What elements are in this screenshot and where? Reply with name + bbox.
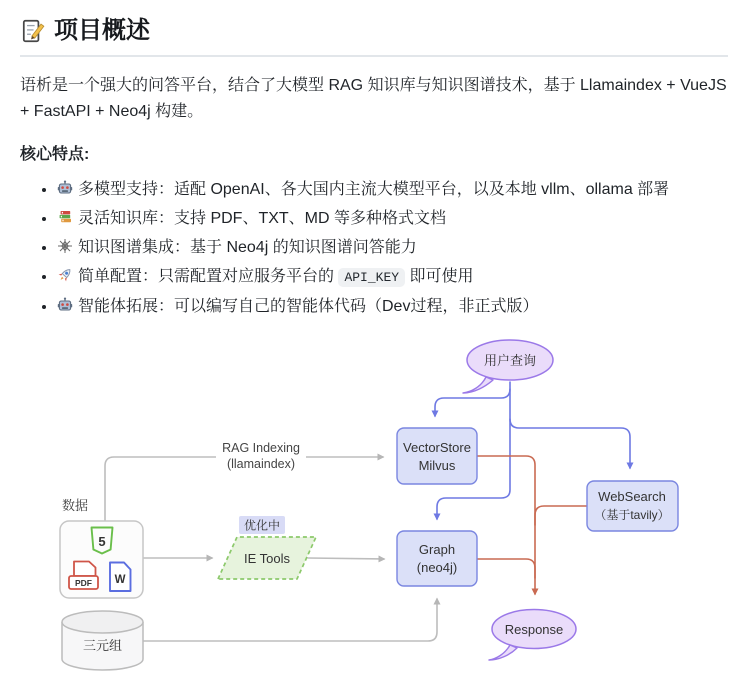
optimizing-badge (239, 516, 285, 534)
feature-text-pre: 简单配置：只需配置对应服务平台的 (78, 268, 339, 285)
node-vectorstore (397, 428, 477, 484)
feature-text: 智能体拓展：可以编写自己的智能体代码（Dev过程，非正式版） (78, 298, 539, 315)
feature-text: 灵活知识库：支持 PDF、TXT、MD 等多种格式文档 (78, 210, 446, 227)
feature-text: 多模型支持：适配 OpenAI、各大国内主流大模型平台，以及本地 vllm、ollama 部署 (78, 181, 670, 198)
feature-item-easy-config (57, 265, 728, 290)
node-ie-tools (218, 537, 316, 579)
feature-item-knowledge-base (57, 207, 728, 231)
edge-ietools-to-graph (308, 558, 384, 559)
svg-text:RAG Indexing: RAG Indexing (222, 441, 300, 455)
red-flow-edges (477, 456, 587, 594)
page-title-text: 项目概述 (54, 17, 150, 44)
feature-item-agent (57, 295, 728, 319)
svg-text:三元组: 三元组 (82, 638, 123, 653)
intro-paragraph: 语析是一个强大的问答平台，结合了大模型 RAG 知识库与知识图谱技术，基于 Llamaindex + VueJS + FastAPI + Neo4j 构建。 (20, 77, 727, 120)
node-response (489, 610, 576, 661)
node-triples (62, 611, 143, 670)
svg-text:Graph: Graph (418, 542, 456, 557)
svg-text:WebSearch: WebSearch (598, 489, 666, 504)
svg-text:Response: Response (504, 622, 564, 637)
edge-graph-to-response (477, 559, 535, 578)
edge-query-to-vectorstore (435, 389, 510, 416)
feature-item-knowledge-graph (57, 236, 728, 260)
svg-text:VectorStore: VectorStore (403, 440, 471, 455)
svg-text:PDF: PDF (75, 578, 92, 588)
page-title (20, 16, 728, 57)
svg-text:优化中: 优化中 (243, 518, 281, 533)
node-websearch (587, 481, 678, 531)
node-graph (397, 531, 477, 586)
rocket-icon (57, 267, 73, 283)
flowchart-canvas (0, 331, 749, 693)
svg-text:用户查询: 用户查询 (483, 353, 537, 368)
edge-vectorstore-to-response (477, 456, 535, 594)
edge-websearch-to-response (535, 506, 587, 525)
svg-text:(neo4j): (neo4j) (416, 560, 458, 575)
edge-label-rag (216, 439, 306, 473)
feature-text-post: 即可使用 (405, 268, 474, 285)
feature-text: 知识图谱集成：基于 Neo4j 的知识图谱问答能力 (78, 239, 417, 256)
svg-text:W: W (114, 574, 126, 586)
edge-triples-to-graph (143, 599, 437, 641)
features-list (20, 178, 728, 319)
robot-icon (57, 180, 73, 196)
svg-text:（基于tavily）: （基于tavily） (594, 508, 670, 522)
books-icon (57, 209, 73, 225)
edge-query-to-websearch (510, 419, 630, 468)
svg-text:IE Tools: IE Tools (243, 551, 291, 566)
robot-icon (57, 297, 73, 313)
api-key-code: API_KEY (338, 268, 405, 287)
node-user-query (463, 340, 553, 393)
features-heading: 核心特点: (20, 146, 90, 163)
node-data-sources (60, 521, 143, 598)
data-node-label: 数据 (62, 498, 89, 513)
svg-text:(llamaindex): (llamaindex) (226, 457, 296, 471)
svg-text:Milvus: Milvus (418, 458, 456, 473)
memo-icon (20, 18, 46, 44)
feature-item-multi-model (57, 178, 728, 202)
word-icon (110, 563, 131, 592)
architecture-diagram (0, 331, 728, 698)
pdf-icon (69, 562, 98, 590)
web-icon (57, 238, 73, 254)
svg-text:5: 5 (98, 534, 106, 549)
